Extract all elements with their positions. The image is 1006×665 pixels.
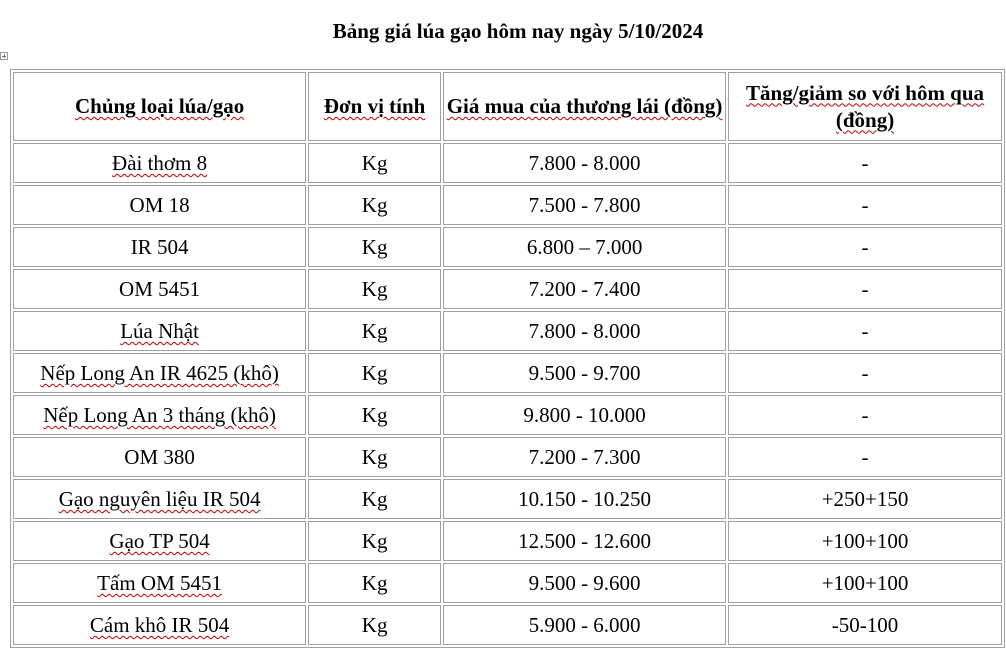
cell-type: Nếp Long An IR 4625 (khô) [13,353,306,393]
table-row [13,185,1002,225]
cell-unit: Kg [308,437,441,477]
cell-price: 6.800 – 7.000 [443,227,726,267]
table-row [13,143,1002,183]
cell-price: 5.900 - 6.000 [443,605,726,645]
cell-change: +100+100 [728,563,1002,603]
cell-price: 7.200 - 7.300 [443,437,726,477]
cell-price: 10.150 - 10.250 [443,479,726,519]
cell-change: +250+150 [728,479,1002,519]
table-row [13,479,1002,519]
table-row [13,227,1002,267]
cell-price: 9.500 - 9.700 [443,353,726,393]
cell-unit: Kg [308,311,441,351]
cell-change: - [728,227,1002,267]
cell-change: - [728,185,1002,225]
cell-type: Tấm OM 5451 [13,563,306,603]
cell-price: 7.500 - 7.800 [443,185,726,225]
cell-unit: Kg [308,185,441,225]
cell-type: Cám khô IR 504 [13,605,306,645]
table-row [13,605,1002,645]
document-title: Bảng giá lúa gạo hôm nay ngày 5/10/2024 [332,19,704,43]
cell-price: 7.800 - 8.000 [443,311,726,351]
cell-unit: Kg [308,353,441,393]
table-row [13,269,1002,309]
table-row [13,563,1002,603]
cell-unit: Kg [308,227,441,267]
cell-type: Lúa Nhật [13,311,306,351]
cell-change: +100+100 [728,521,1002,561]
cell-price: 7.800 - 8.000 [443,143,726,183]
cell-change: - [728,437,1002,477]
cell-unit: Kg [308,269,441,309]
table-header-row [13,72,1002,141]
cell-unit: Kg [308,143,441,183]
cell-type: Nếp Long An 3 tháng (khô) [13,395,306,435]
cell-type: IR 504 [13,227,306,267]
table-row [13,437,1002,477]
cell-price: 9.500 - 9.600 [443,563,726,603]
cell-type: OM 380 [13,437,306,477]
header-type: Chủng loại lúa/gạo [13,72,306,141]
table-row [13,353,1002,393]
cell-type: OM 5451 [13,269,306,309]
cell-unit: Kg [308,479,441,519]
cell-change: - [728,395,1002,435]
rice-price-table [10,69,1005,648]
cell-unit: Kg [308,563,441,603]
header-change: Tăng/giảm so với hôm qua (đồng) [728,72,1002,141]
cell-type: Gạo nguyên liệu IR 504 [13,479,306,519]
cell-type: Gạo TP 504 [13,521,306,561]
header-unit: Đơn vị tính [308,72,441,141]
cell-change: - [728,311,1002,351]
cell-unit: Kg [308,521,441,561]
cell-unit: Kg [308,395,441,435]
cell-change: - [728,269,1002,309]
cell-price: 9.800 - 10.000 [443,395,726,435]
header-price: Giá mua của thương lái (đồng) [443,72,726,141]
cell-price: 12.500 - 12.600 [443,521,726,561]
cell-unit: Kg [308,605,441,645]
cell-type: OM 18 [13,185,306,225]
cell-change: - [728,143,1002,183]
table-row [13,311,1002,351]
cell-change: -50-100 [728,605,1002,645]
cell-change: - [728,353,1002,393]
table-row [13,395,1002,435]
table-row [13,521,1002,561]
table-move-handle-icon[interactable] [0,52,8,60]
cell-price: 7.200 - 7.400 [443,269,726,309]
cell-type: Đài thơm 8 [13,143,306,183]
